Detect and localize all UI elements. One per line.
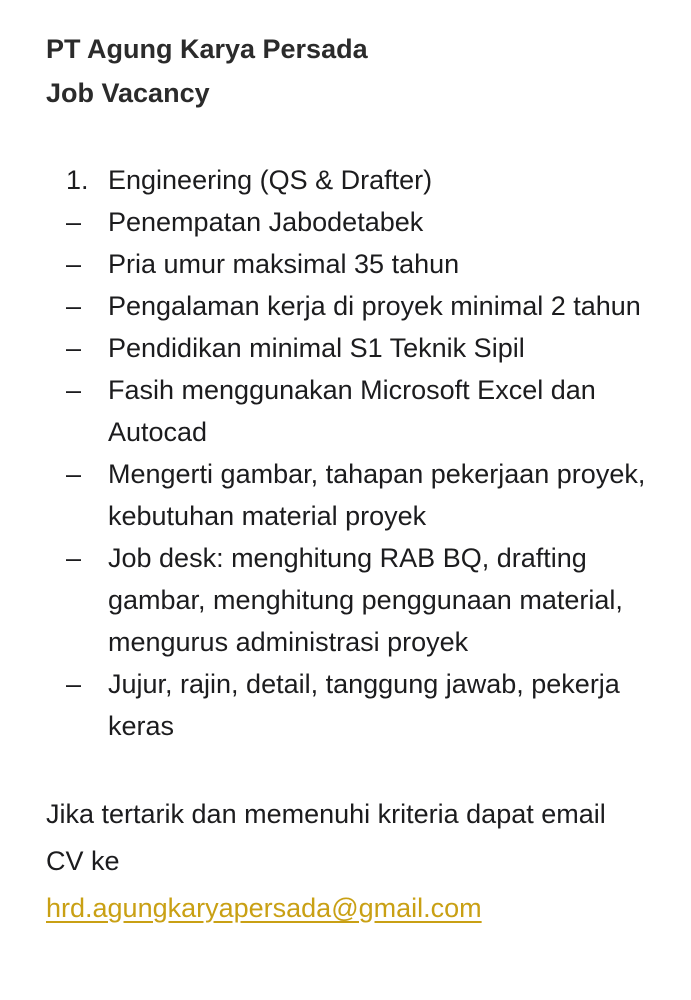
- requirement-text: Job desk: menghitung RAB BQ, drafting gambar, menghitung penggunaan material, mengurus administrasi proyek: [108, 543, 623, 657]
- dash-marker: –: [66, 249, 82, 279]
- requirement-item: [46, 243, 648, 285]
- requirement-text: Pengalaman kerja di proyek minimal 2 tahun: [108, 291, 641, 321]
- email-link[interactable]: hrd.agungkaryapersada@gmail.com: [46, 893, 482, 923]
- requirement-item: [46, 453, 648, 537]
- dash-marker: –: [66, 669, 82, 699]
- requirement-item: [46, 663, 648, 747]
- requirement-item: [46, 285, 648, 327]
- dash-marker: –: [66, 333, 82, 363]
- dash-marker: –: [66, 207, 82, 237]
- position-number: 1.: [66, 165, 89, 195]
- position-name: Engineering (QS & Drafter): [108, 165, 433, 195]
- company-name: PT Agung Karya Persada: [46, 34, 368, 64]
- dash-marker: –: [66, 459, 82, 489]
- requirement-item: [46, 201, 648, 243]
- page-title: Job Vacancy: [46, 78, 210, 108]
- requirement-item: [46, 327, 648, 369]
- requirement-item: [46, 369, 648, 453]
- requirements-list: [46, 159, 691, 747]
- requirement-text: Pria umur maksimal 35 tahun: [108, 249, 460, 279]
- requirement-item: [46, 537, 648, 663]
- dash-marker: –: [66, 291, 82, 321]
- requirement-text: Jujur, rajin, detail, tanggung jawab, pekerja keras: [108, 669, 620, 741]
- requirement-text: Penempatan Jabodetabek: [108, 207, 424, 237]
- requirement-text: Pendidikan minimal S1 Teknik Sipil: [108, 333, 525, 363]
- contact-text: Jika tertarik dan memenuhi kriteria dapat email CV ke: [46, 799, 606, 876]
- position-item: [46, 159, 648, 201]
- contact-section: [46, 791, 646, 932]
- requirement-text: Fasih menggunakan Microsoft Excel dan Autocad: [108, 375, 596, 447]
- requirement-text: Mengerti gambar, tahapan pekerjaan proyek, kebutuhan material proyek: [108, 459, 646, 531]
- dash-marker: –: [66, 375, 82, 405]
- dash-marker: –: [66, 543, 82, 573]
